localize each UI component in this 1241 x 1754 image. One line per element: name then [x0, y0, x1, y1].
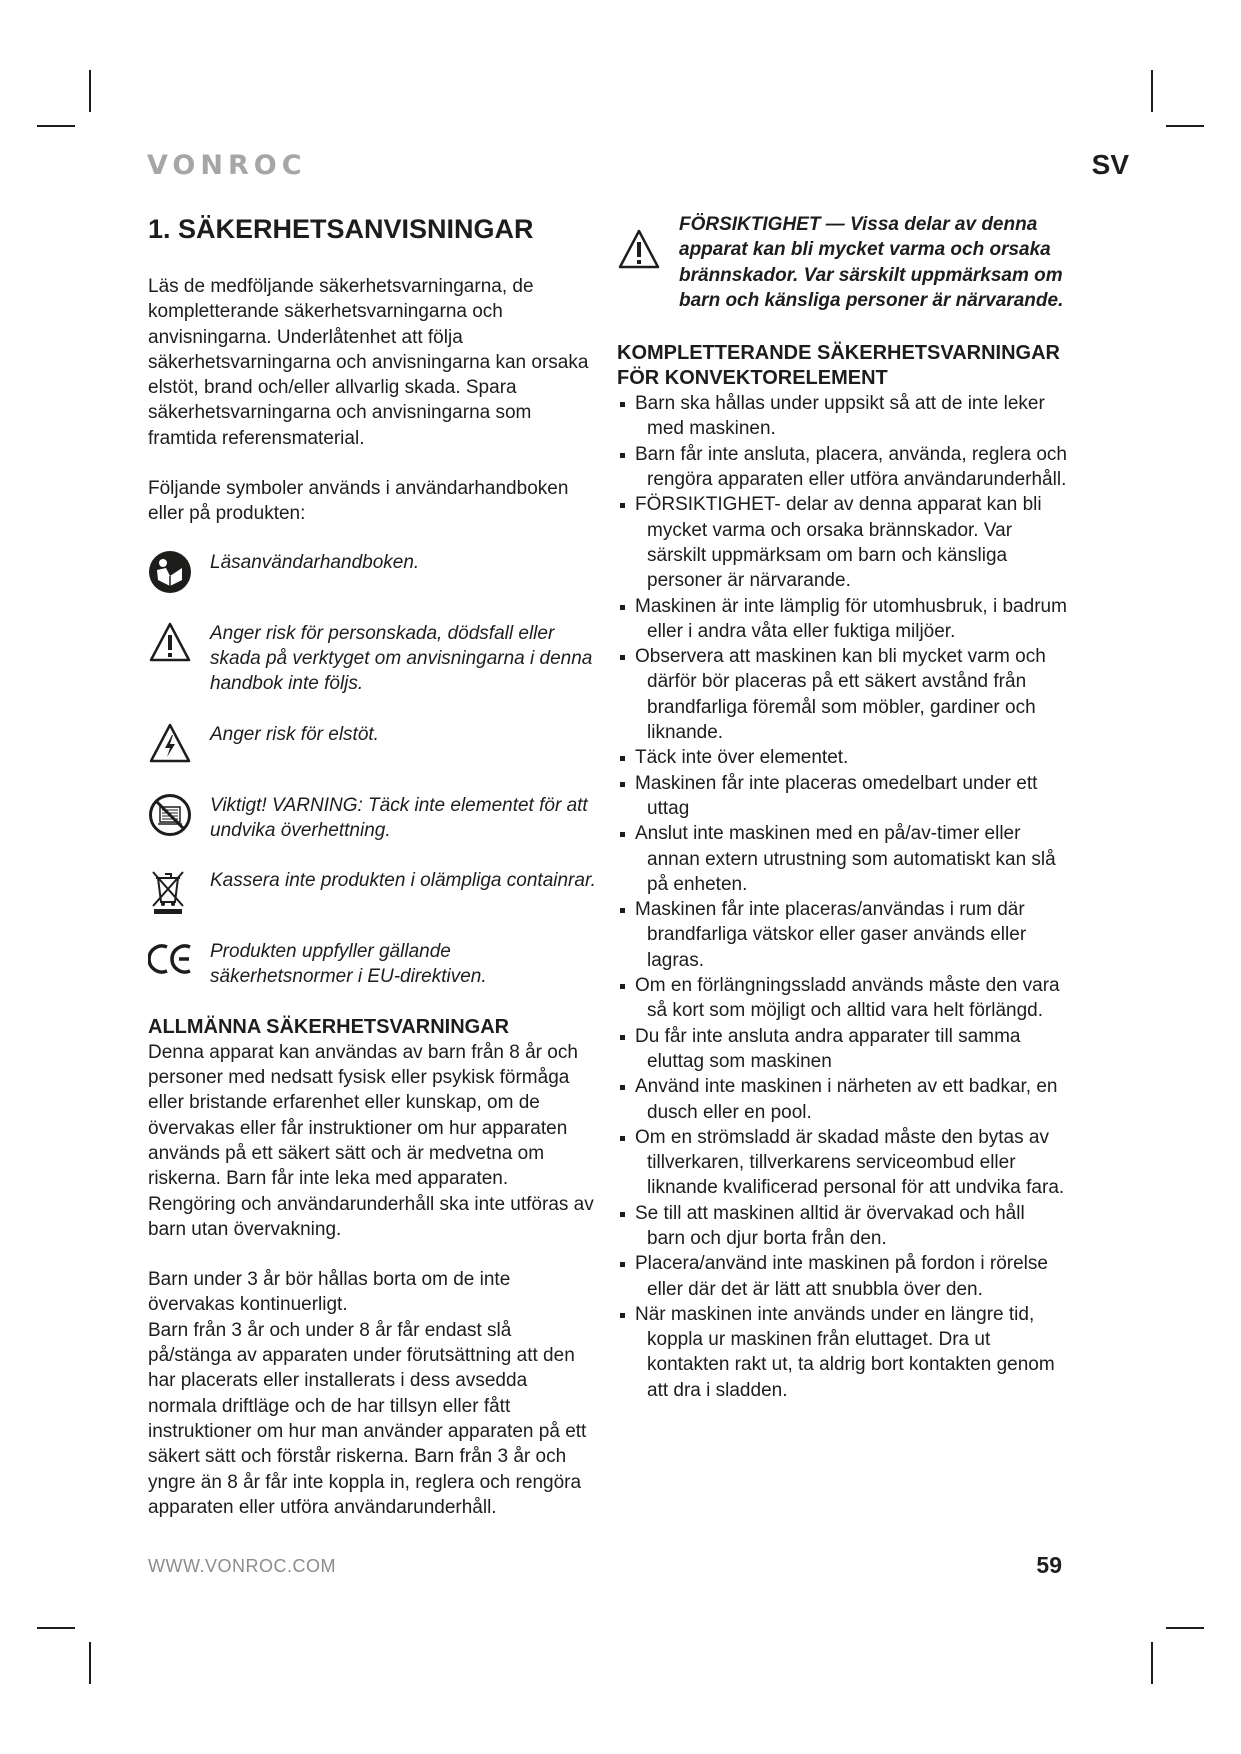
warning-triangle-icon — [148, 621, 192, 663]
convector-warnings-heading: KOMPLETTERANDE SÄKERHETSVARNINGAR FÖR KONVEKTORELEMENT — [617, 342, 1060, 390]
crop-mark — [89, 70, 91, 112]
list-item: Observera att maskinen kan bli mycket varm och därför bör placeras på ett säkert avstånd från brandfarliga föremål som möbler, gardiner och liknande. — [617, 644, 1067, 745]
symbol-description: Kassera inte produkten i olämpliga containrar. — [210, 870, 596, 892]
general-paragraph: Barn från 3 år och under 8 år får endast slå på/stänga av apparaten under förutsättning att den har placerats eller installerats i dess avsedda normala driftläge och de har tillsyn eller fått instruktioner om hur man använder apparaten på ett säkert sätt och förstår riskerna. Barn från 3 år och yngre än 8 år får inte koppla in, reglera och rengöra apparaten eller utföra användarunderhåll. — [148, 1319, 587, 1518]
symbol-description: Produkten uppfyller gällande säkerhetsnormer i EU-direktiven. — [210, 941, 487, 988]
symbol-item — [148, 550, 598, 596]
warning-list — [617, 391, 1067, 1403]
symbol-description: Anger risk för personskada, dödsfall eller skada på verktyget om anvisningarna i denna handbok inte följs. — [210, 622, 593, 695]
symbol-item — [148, 939, 598, 990]
symbol-item — [148, 722, 598, 768]
list-item: Barn ska hållas under uppsikt så att de inte leker med maskinen. — [617, 391, 1067, 442]
symbol-description: Läsanvändarhandboken. — [210, 551, 420, 573]
list-item: Du får inte ansluta andra apparater till samma eluttag som maskinen — [617, 1024, 1067, 1075]
list-item: När maskinen inte används under en längre tid, koppla ur maskinen från eluttaget. Dra ut kontakten rakt ut, ta aldrig bort kontakten genom att dra i sladden. — [617, 1302, 1067, 1403]
caution-box — [617, 212, 1067, 313]
weee-bin-icon — [148, 868, 188, 914]
electric-shock-icon — [148, 722, 192, 764]
crop-mark — [1166, 125, 1204, 127]
crop-mark — [1151, 1642, 1153, 1684]
symbol-list — [148, 550, 598, 990]
brand-logo: VONROC — [147, 150, 307, 181]
symbol-item — [148, 621, 598, 697]
crop-mark — [89, 1642, 91, 1684]
left-column — [148, 212, 598, 1520]
list-item: Täck inte över elementet. — [617, 745, 1067, 770]
crop-mark — [37, 125, 75, 127]
general-paragraph: Denna apparat kan användas av barn från 8 år och personer med nedsatt fysisk eller psykisk förmåga eller bristande erfarenhet eller kunskap, om de övervakas eller får instruktioner om hur apparaten används på ett säkert sätt och är medvetna om riskerna. Barn får inte leka med apparaten. Rengöring och användarunderhåll ska inte utföras av barn utan övervakning. — [148, 1041, 594, 1240]
symbol-item — [148, 868, 598, 914]
crop-mark — [37, 1627, 75, 1629]
right-column — [617, 212, 1067, 1403]
crop-mark — [1166, 1627, 1204, 1629]
list-item: Se till att maskinen alltid är övervakad och håll barn och djur borta från den. — [617, 1201, 1067, 1252]
crop-mark — [1151, 70, 1153, 112]
caution-text: FÖRSIKTIGHET — Vissa delar av denna apparat kan bli mycket varma och orsaka brännskador. Var särskilt uppmärksam om barn och känsliga personer är närvarande. — [679, 214, 1064, 311]
general-warnings-heading: ALLMÄNNA SÄKERHETSVARNINGAR — [148, 1015, 510, 1038]
page-number: 59 — [1036, 1552, 1062, 1578]
symbol-description: Anger risk för elstöt. — [210, 723, 379, 745]
section-title: 1. SÄKERHETSANVISNINGAR — [148, 214, 534, 244]
list-item: Om en strömsladd är skadad måste den bytas av tillverkaren, tillverkarens serviceombud eller liknande kvalificerad personal för att undvika fara. — [617, 1125, 1067, 1201]
symbol-item — [148, 793, 598, 844]
read-manual-icon — [148, 550, 192, 594]
list-item: Använd inte maskinen i närheten av ett badkar, en dusch eller en pool. — [617, 1074, 1067, 1125]
list-item: Maskinen får inte placeras omedelbart under ett uttag — [617, 771, 1067, 822]
warning-triangle-icon — [617, 228, 661, 270]
list-item: Maskinen är inte lämplig för utomhusbruk, i badrum eller i andra våta eller fuktiga miljöer. — [617, 594, 1067, 645]
ce-mark-icon — [148, 939, 194, 979]
symbols-intro: Följande symboler används i användarhandboken eller på produkten: — [148, 478, 569, 525]
list-item: Anslut inte maskinen med en på/av-timer eller annan extern utrustning som automatiskt kan slå på enheten. — [617, 821, 1067, 897]
symbol-description: Viktigt! VARNING: Täck inte elementet för att undvika överhettning. — [210, 794, 588, 841]
language-code: SV — [1091, 149, 1129, 180]
website-url: WWW.VONROC.COM — [148, 1556, 336, 1576]
do-not-cover-icon — [148, 793, 192, 837]
intro-paragraph: Läs de medföljande säkerhetsvarningarna, de kompletterande säkerhetsvarningarna och anvisningarna. Underlåtenhet att följa säkerhetsvarningarna och anvisningarna kan orsaka elstöt, brand och/eller allvarlig skada. Spara säkerhetsvarningarna och anvisningarna som framtida referensmaterial. — [148, 276, 589, 449]
list-item: Barn får inte ansluta, placera, använda, reglera och rengöra apparaten eller utföra användarunderhåll. — [617, 442, 1067, 493]
general-paragraph: Barn under 3 år bör hållas borta om de inte övervakas kontinuerligt. — [148, 1269, 511, 1316]
list-item: Maskinen får inte placeras/användas i rum där brandfarliga vätskor eller gaser används eller lagras. — [617, 897, 1067, 973]
list-item: FÖRSIKTIGHET- delar av denna apparat kan bli mycket varma och orsaka brännskador. Var särskilt uppmärksam om barn och känsliga personer är närvarande. — [617, 492, 1067, 593]
list-item: Placera/använd inte maskinen på fordon i rörelse eller där det är lätt att snubbla över den. — [617, 1251, 1067, 1302]
list-item: Om en förlängningssladd används måste den vara så kort som möjligt och alltid vara helt förlängd. — [617, 973, 1067, 1024]
